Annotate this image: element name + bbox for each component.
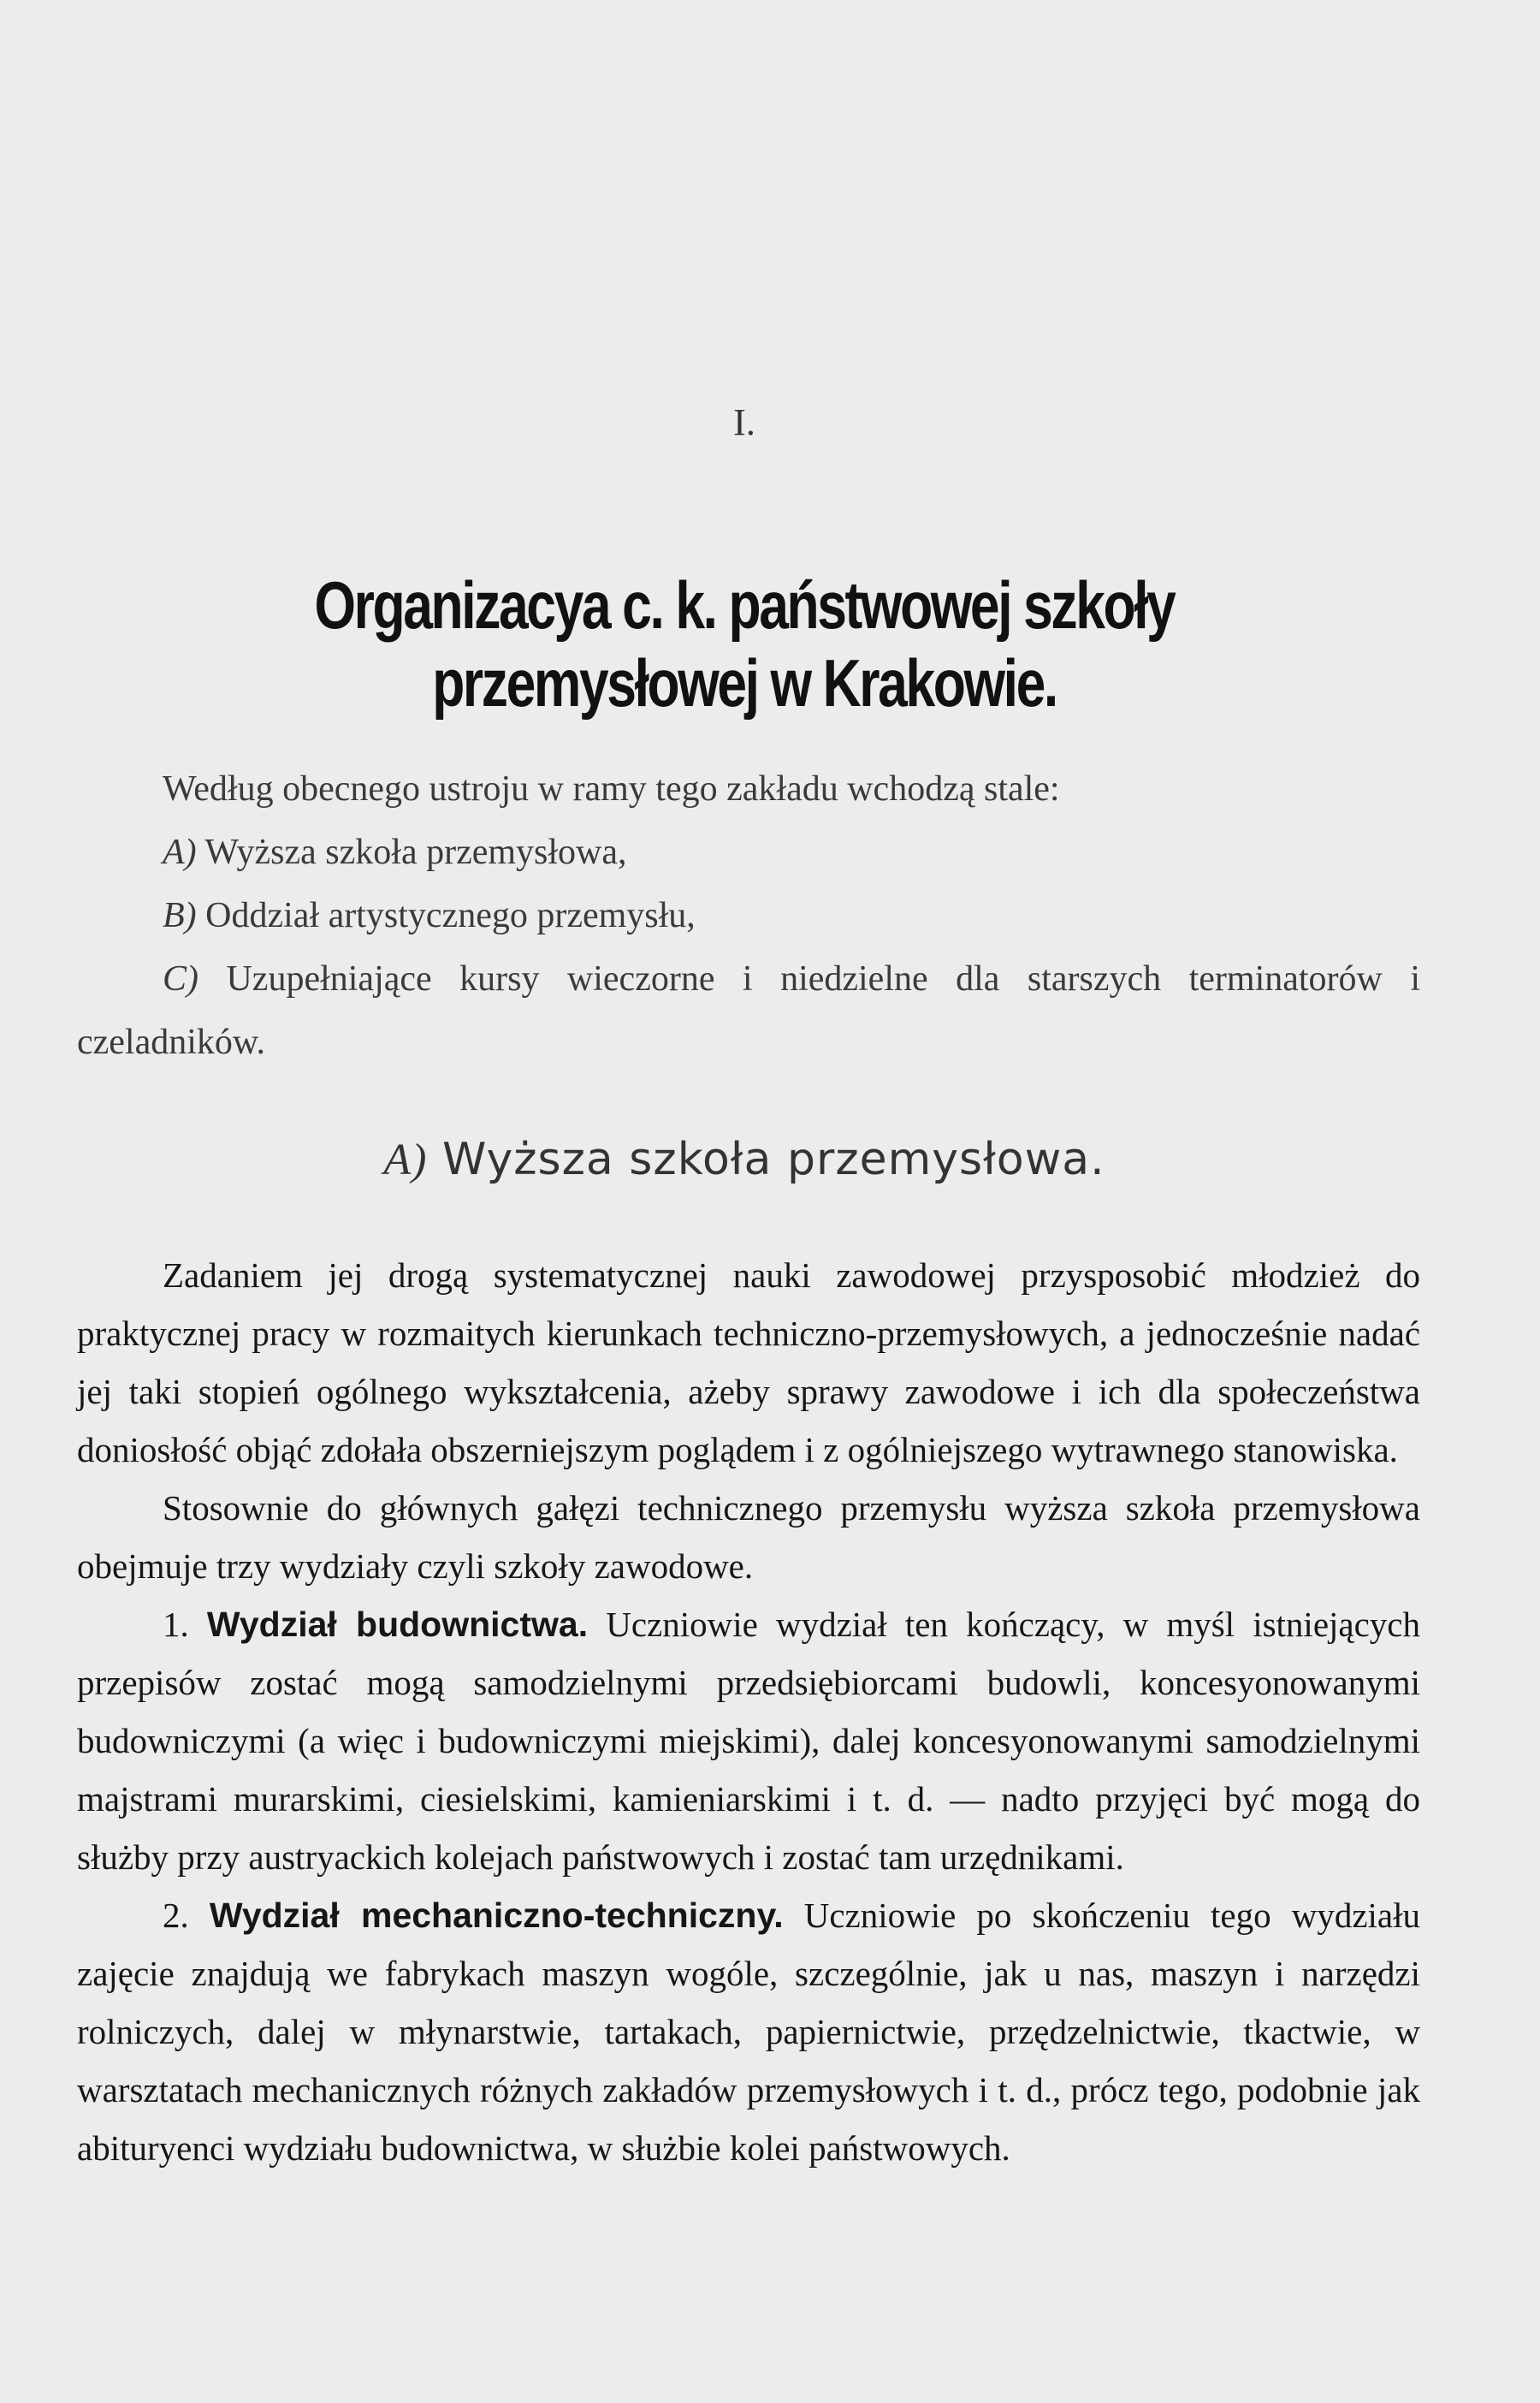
department-text: Uczniowie wydział ten kończący, w myśl istniejących przepisów zostać mogą samodzielnymi przedsiębiorcami budowli, koncesyonowanymi budowniczymi (a więc i budowniczymi miejskimi), dalej koncesyonowanymi samodzielnymi majstrami murarskimi, ciesielskimi, kamieniarskimi i t. d. — nadto przyjęci być mogą do służby przy austryackich kolejach państwowych i zostać tam urzędnikami. <box>77 1605 1421 1877</box>
section-body <box>77 1246 1420 2177</box>
section-heading <box>0 1134 1489 1185</box>
department-paragraph <box>77 1595 1420 1886</box>
intro-block <box>77 757 1420 1074</box>
section-letter: A) <box>383 1136 428 1184</box>
department-number: 2. <box>163 1896 189 1935</box>
section-heading-text: Wyższa szkoła przemysłowa. <box>441 1134 1105 1185</box>
item-letter: A) <box>163 833 197 872</box>
item-text: Uzupełniające kursy wieczorne i niedzielne dla starszych terminatorów i czeladników. <box>77 959 1421 1062</box>
item-text: Wyższa szkoła przemysłowa, <box>204 833 627 872</box>
item-letter: C) <box>163 959 198 999</box>
chapter-number: I. <box>733 401 755 443</box>
intro-item-b <box>77 884 1420 947</box>
intro-lead: Według obecnego ustroju w ramy tego zakładu wchodzą stale: <box>163 769 1060 809</box>
item-letter: B) <box>163 896 197 935</box>
body-paragraph: Stosownie do głównych gałęzi technicznego przemysłu wyższa szkoła przemysłowa obejmuje trzy wydziały czyli szkoły zawodowe. <box>77 1488 1420 1586</box>
department-number: 1. <box>163 1605 189 1644</box>
intro-item-a <box>77 821 1420 884</box>
department-text: Uczniowie po skończeniu tego wydziału zajęcie znajdują we fabrykach maszyn wogóle, szczególnie, jak u nas, maszyn i narzędzi rolniczych, dalej w młynarstwie, tartakach, papiernictwie, przędzelnictwie, tkactwie, w warsztatach mechanicznych różnych zakładów przemysłowych i t. d., prócz tego, podobnie jak abituryenci wydziału budownictwa, w służbie kolei państwowych. <box>77 1896 1421 2168</box>
body-paragraph: Zadaniem jej drogą systematycznej nauki zawodowej przysposobić młodzież do praktycznej pracy w rozmaitych kierunkach techniczno-przemysłowych, a jednocześnie nadać jej taki stopień ogólnego wykształcenia, ażeby sprawy zawodowe i ich dla społeczeństwa doniosłość objąć zdołała obszerniejszym poglądem i z ogólniejszego wytrawnego stanowiska. <box>77 1255 1420 1469</box>
page-title: Organizacya c. k. państwowej szkoły przemysłowej w Krakowie. <box>314 567 1175 721</box>
department-name: Wydział mechaniczno-techniczny. <box>209 1896 784 1935</box>
item-text: Oddział artystycznego przemysłu, <box>205 896 696 935</box>
intro-item-c <box>77 947 1420 1074</box>
department-name: Wydział budownictwa. <box>206 1605 589 1644</box>
department-paragraph <box>77 1886 1420 2177</box>
